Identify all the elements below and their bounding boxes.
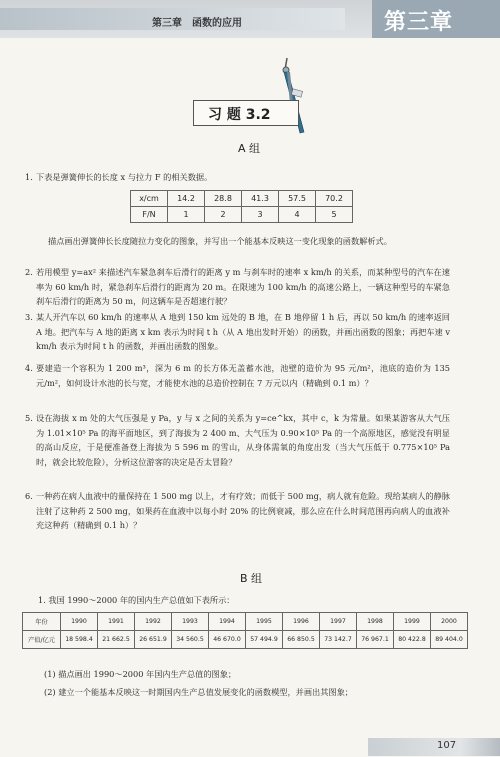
table-cell: 80 422.8	[394, 631, 431, 649]
b1-caption: 1. 我国 1990～2000 年的国内生产总值如下表所示：	[38, 595, 235, 605]
question-number: 4.	[25, 363, 33, 373]
table-cell: 1995	[246, 613, 283, 631]
table-cell: 21 662.5	[98, 631, 135, 649]
chapter-tab	[372, 0, 500, 38]
table-cell: 4	[279, 207, 316, 223]
table-cell: 2000	[431, 613, 468, 631]
table-cell: 1997	[320, 613, 357, 631]
group-a-label: A 组	[238, 142, 261, 155]
table-cell: 41.3	[242, 191, 279, 207]
table-header-cell: x/cm	[131, 191, 168, 207]
question-number: 3.	[25, 312, 33, 322]
question-6	[25, 489, 450, 533]
question-3	[25, 310, 450, 354]
question-text: 若用模型 y=ax² 来描述汽车紧急刹车后滑行的距离 y m 与刹车时的速率 x km/h 的关系，而某种型号的汽车在速率为 60 km/h 时，紧急刹车后滑行的距离为 20 m。在限速为 100 km/h 的高速公路上，一辆这种型号的车紧急刹车后滑行的距离为 50 m，问这辆车是否超速行驶？	[36, 267, 450, 307]
table-cell: 28.8	[205, 191, 242, 207]
table-cell: 3	[242, 207, 279, 223]
b1-subquestion-2: (2) 建立一个能基本反映这一时期国内生产总值发展变化的函数模型，并画出其图象；	[44, 687, 353, 697]
chapter-tab-label: 第三章	[384, 10, 454, 35]
b1-subquestion-1: (1) 描点画出 1990～2000 年国内生产总值的图象；	[44, 669, 237, 679]
table-cell: 2	[205, 207, 242, 223]
table-cell: 1992	[135, 613, 172, 631]
exercise-title-box	[193, 100, 299, 126]
question-number: 5.	[25, 413, 33, 423]
question-1	[25, 170, 450, 185]
question-1-followup: 描点画出弹簧伸长长度随拉力变化的图象，并写出一个能基本反映这一变化现象的函数解析式。	[48, 236, 392, 246]
table-cell: 18 598.4	[61, 631, 98, 649]
table-cell: 1999	[394, 613, 431, 631]
question-text: 某人开汽车以 60 km/h 的速率从 A 地到 150 km 远处的 B 地，在 B 地停留 1 h 后，再以 50 km/h 的速率返回 A 地。把汽车与 A 地的距离 x km 表示为时间 t h（从 A 地出发时开始）的函数，并画出函数的图象；再把车速 v km/h 表示为时间 t h 的函数，并画出函数的图象。	[36, 312, 450, 352]
table-cell: 14.2	[168, 191, 205, 207]
table-cell: 26 651.9	[135, 631, 172, 649]
table-cell: 1996	[283, 613, 320, 631]
question-number: 1.	[25, 172, 33, 182]
table-cell: 66 850.5	[283, 631, 320, 649]
page-number: 107	[437, 740, 457, 751]
table-cell: 57.5	[279, 191, 316, 207]
table-header-cell: F/N	[131, 207, 168, 223]
table-cell: 1991	[98, 613, 135, 631]
group-b-label: B 组	[240, 572, 263, 585]
table-row	[131, 207, 353, 223]
table-cell: 1	[168, 207, 205, 223]
table-cell: 1998	[357, 613, 394, 631]
running-head: 第三章 函数的应用	[152, 18, 242, 29]
table-row	[23, 613, 468, 631]
table-cell: 57 494.9	[246, 631, 283, 649]
question-number: 6.	[25, 491, 33, 501]
question-text: 要建造一个容积为 1 200 m³，深为 6 m 的长方体无盖蓄水池，池壁的造价为 95 元/m²，池底的造价为 135 元/m²，如何设计水池的长与宽，才能使水池的总造价控制在 7 万元以内（精确到 0.1 m）？	[36, 363, 450, 388]
question-text: 下表是弹簧伸长的长度 x 与拉力 F 的相关数据。	[36, 172, 213, 182]
question-2	[25, 265, 450, 309]
gdp-table	[22, 612, 468, 649]
table-cell: 46 670.0	[209, 631, 246, 649]
table-header-cell: 年份	[23, 613, 61, 631]
question-number: 2.	[25, 267, 33, 277]
footer-bar	[368, 738, 500, 756]
table-cell: 73 142.7	[320, 631, 357, 649]
table-cell: 89 404.0	[431, 631, 468, 649]
table-cell: 1994	[209, 613, 246, 631]
table-cell: 70.2	[316, 191, 353, 207]
table-cell: 34 560.5	[172, 631, 209, 649]
question-5	[25, 411, 450, 469]
question-4	[25, 361, 450, 390]
table-cell: 76 967.1	[357, 631, 394, 649]
table-cell: 1990	[61, 613, 98, 631]
table-row	[23, 631, 468, 649]
table-cell: 5	[316, 207, 353, 223]
spring-data-table	[130, 190, 353, 223]
question-text: 一种药在病人血液中的量保持在 1 500 mg 以上，才有疗效；而低于 500 mg，病人就有危险。现给某病人的静脉注射了这种药 2 500 mg，如果药在血液中以每小时 20% 的比例衰减，那么应在什么时间范围再向病人的血液补充这种药（精确到 0.1 h）？	[36, 491, 450, 531]
exercise-title: 习 题 3.2	[208, 107, 271, 123]
table-row	[131, 191, 353, 207]
table-cell: 1993	[172, 613, 209, 631]
question-text: 设在海拔 x m 处的大气压强是 y Pa，y 与 x 之间的关系为 y=ce^kx，其中 c，k 为常量。如果某游客从大气压为 1.01×10⁵ Pa 的海平面地区，到了海拔为 2 400 m、大气压为 0.90×10⁵ Pa 的一个高原地区，感觉没有明显的高山反应，于是便准备登上海拔为 5 596 m 的雪山，从身体需氧的角度出发（当大气压低于 0.775×10⁵ Pa 时，就会比较危险），分析这位游客的决定是否太冒险？	[36, 413, 450, 467]
table-header-cell: 产值/亿元	[23, 631, 61, 649]
